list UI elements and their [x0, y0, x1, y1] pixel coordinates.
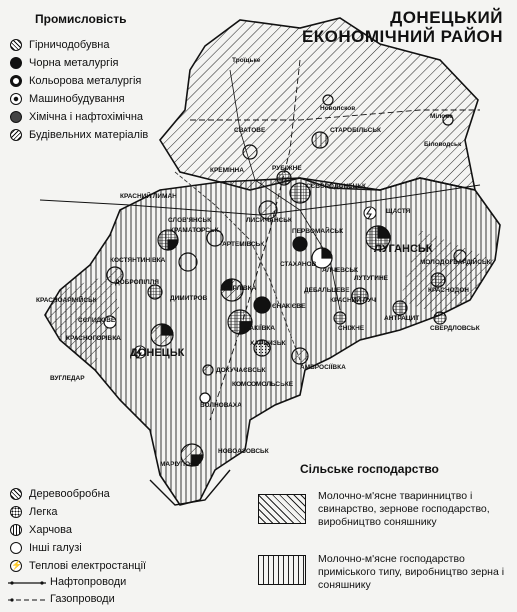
city-label: МАРІУПОЛЬ — [160, 461, 200, 468]
city-label: ЩАСТЯ — [386, 208, 411, 215]
city-label: ГОРЛІВКА — [224, 285, 257, 292]
legend-item-ferrous: Чорна металургія — [10, 56, 119, 70]
agri-zone-vertical: Молочно-м'ясне господарство приміського типу, виробництво зерна і соняшнику — [258, 553, 517, 597]
lightning-icon: ⚡ — [11, 560, 23, 571]
city-label: СТАРОБІЛЬСЬК — [330, 127, 381, 134]
industry-legend-heading: Промисловість — [35, 12, 127, 26]
city-label: КРАСНИЙ ЛИМАН — [120, 193, 177, 200]
city-label: КРАСНИЙ ЛУЧ — [330, 297, 376, 304]
sverdlovsk-centre — [434, 312, 446, 324]
agriculture-heading: Сільське господарство — [300, 462, 439, 476]
city-label: ДОКУЧАЄВСЬК — [216, 367, 266, 374]
city-label: НОВОАЗОВСЬК — [218, 448, 269, 455]
novopskov-centre — [323, 95, 333, 105]
rubizhne-centre — [277, 171, 291, 185]
map-title — [302, 8, 503, 46]
city-label: КОСТЯНТИНІВКА — [110, 257, 166, 264]
city-label: КРАСНОДОН — [428, 287, 470, 294]
city-label: ДОНЕЦЬК — [130, 347, 185, 359]
amvrosiivka-centre — [292, 348, 308, 364]
oil-pipeline-line-icon — [8, 578, 46, 586]
dotted-circle-icon — [10, 506, 22, 518]
dokuchaievsk-centre — [203, 365, 213, 375]
city-label: ВОЛНОВАХА — [200, 402, 242, 409]
city-label: ДИМИТРОВ — [170, 295, 208, 302]
city-label: АЛЧЕВСЬК — [322, 267, 359, 274]
snizhne-centre — [334, 312, 346, 324]
legend-item-gas-pipeline: Газопроводи — [8, 593, 115, 606]
diag-hatch-circle-icon — [10, 488, 22, 500]
city-label: СВЕРДЛОВСЬК — [430, 325, 480, 332]
grid-circle-icon — [10, 111, 22, 123]
city-label: СЄЛИДОВЕ — [78, 317, 116, 324]
title-line-2: ЕКОНОМІЧНИЙ РАЙОН — [301, 27, 503, 46]
city-label: АРТЕМІВСЬК — [222, 241, 265, 248]
legend-item-oil-pipeline: Нафтопроводи — [8, 576, 126, 589]
city-label: ЛИСИЧАНСЬК — [246, 217, 292, 224]
city-label: АНТРАЦИТ — [384, 315, 420, 322]
empty-circle-icon — [10, 542, 22, 554]
city-label: СЄВЄРОДОНЕЦЬК — [306, 183, 366, 190]
city-label: СТАХАНОВ — [280, 261, 317, 268]
legend-item-light: Легка — [10, 505, 58, 519]
starobilsk-centre — [312, 132, 328, 148]
city-label: ПЕРВОМАЙСЬК — [292, 228, 344, 235]
black-circle-icon — [10, 57, 22, 69]
kostiantynivka-centre — [179, 253, 197, 271]
dot-circle-icon — [10, 93, 22, 105]
city-label: МОЛОДОГВАРДІЙСЬК — [420, 259, 491, 266]
gas-pipeline-line-icon — [8, 595, 46, 603]
legend-item-food: Харчова — [10, 523, 72, 537]
legend-item-power: ⚡ Теплові електростанції — [11, 560, 147, 573]
city-label: СЛОВ'ЯНСЬК — [168, 217, 212, 224]
city-label: КРЕМІННА — [210, 167, 244, 174]
legend-item-nonferrous: Кольорова металургія — [10, 74, 141, 88]
dymytrov-centre — [148, 285, 162, 299]
city-label: ВУГЛЕДАР — [50, 375, 85, 382]
city-label: Новопсков — [320, 105, 356, 112]
stakhanov-centre — [293, 237, 307, 251]
city-label: СВАТОВЕ — [234, 127, 266, 134]
city-label: Мілове — [430, 113, 453, 120]
city-label: ЛУГАНСЬК — [374, 243, 433, 255]
city-label: ДОБРОПІЛЛЯ — [115, 279, 159, 286]
krasnodon-centre — [431, 273, 445, 287]
city-label: СНІЖНЕ — [338, 325, 365, 332]
title-line-1: ДОНЕЦЬКИЙ — [390, 8, 503, 27]
yenakiieve-centre — [254, 297, 270, 313]
legend-item-chemical: Хімічна і нафтохімічна — [10, 110, 143, 124]
legend-item-machinery: Машинобудування — [10, 92, 125, 106]
city-label: ЄНАКІЄВЕ — [272, 303, 306, 310]
svatove-centre — [243, 145, 257, 159]
diagonal-pattern-swatch — [258, 494, 306, 524]
city-label: РУБІЖНЕ — [272, 165, 302, 172]
city-label: КРАСНОАРМІЙСЬК — [36, 297, 97, 304]
agri-zone-diagonal: Молочно-м'ясне тваринництво і свинарство, зернове господарство, виробництво соняшнику — [258, 490, 517, 534]
cross-circle-icon — [10, 39, 22, 51]
city-label: КРАМАТОРСЬК — [170, 227, 219, 234]
city-label: ЛУТУГИНЕ — [354, 275, 389, 282]
city-label: Біловодськ — [424, 141, 462, 148]
city-label: ДЕБАЛЬЦЕВЕ — [304, 287, 350, 294]
vertical-pattern-swatch — [258, 555, 306, 585]
city-label: АМВРОСІЇВКА — [300, 364, 346, 371]
legend-item-woodworking: Деревообробна — [10, 487, 110, 501]
antratsyt-centre — [393, 301, 407, 315]
legend-item-mining: Гірничодобувна — [10, 38, 109, 52]
city-label: КОМСОМОЛЬСЬКЕ — [232, 381, 294, 388]
city-label: Троїцьке — [232, 57, 261, 64]
city-label: МАКІЇВКА — [244, 325, 276, 332]
legend-item-building: Будівельних матеріалів — [10, 128, 148, 142]
vert-hatch-circle-icon — [10, 524, 22, 536]
city-label: КРАСНОГОРІВКА — [66, 335, 121, 342]
hatched-circle-icon — [10, 129, 22, 141]
city-label: ХАРЦИЗЬК — [250, 340, 286, 347]
legend-item-other: Інші галузі — [10, 541, 82, 555]
thick-ring-icon — [10, 75, 22, 87]
